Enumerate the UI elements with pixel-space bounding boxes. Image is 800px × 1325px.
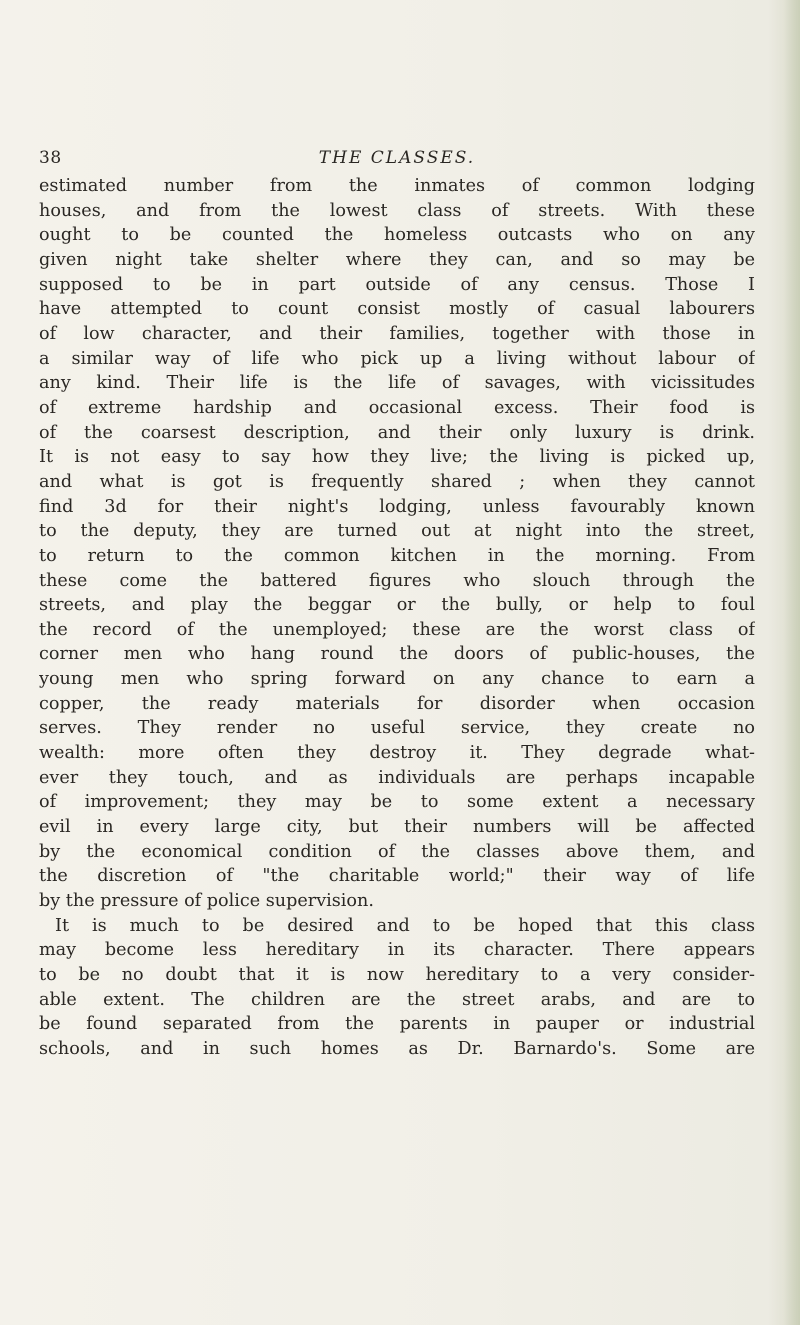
text-line: supposed to be in part outside of any census. Those I [39, 274, 755, 295]
text-line: houses, and from the lowest class of streets. With these [39, 200, 755, 221]
text-line: have attempted to count consist mostly of casual labourers [39, 299, 755, 320]
text-line: given night take shelter where they can, and so may be [39, 249, 755, 270]
body-text [39, 174, 755, 1062]
text-line: to return to the common kitchen in the morning. From [39, 545, 755, 566]
text-line: It is not easy to say how they live; the living is picked up, [39, 447, 755, 468]
text-line: serves. They render no useful service, they create no [39, 718, 755, 739]
text-line: to the deputy, they are turned out at night into the street, [39, 521, 755, 542]
text-line: of extreme hardship and occasional excess. Their food is [39, 397, 755, 418]
text-line: the discretion of "the charitable world;" their way of life [39, 866, 755, 887]
text-line: of low character, and their families, together with those in [39, 323, 755, 344]
text-line: the record of the unemployed; these are the worst class of [39, 619, 755, 640]
text-line: ought to be counted the homeless outcasts who on any [39, 225, 755, 246]
page-edge-stain [784, 0, 800, 1325]
text-line: and what is got is frequently shared ; when they cannot [39, 471, 755, 492]
page-number: 38 [39, 148, 62, 168]
text-line: be found separated from the parents in pauper or industrial [39, 1014, 755, 1035]
text-line: by the economical condition of the classes above them, and [39, 841, 755, 862]
text-line: wealth: more often they destroy it. They degrade what- [39, 743, 755, 764]
running-title: THE CLASSES. [318, 148, 476, 168]
text-line: find 3d for their night's lodging, unless favourably known [39, 496, 755, 517]
text-line: copper, the ready materials for disorder when occasion [39, 693, 755, 714]
text-line: corner men who hang round the doors of public-houses, the [39, 644, 755, 665]
text-line: by the pressure of police supervision. [39, 891, 374, 912]
text-line: of the coarsest description, and their only luxury is drink. [39, 422, 755, 443]
page-header [39, 148, 755, 172]
text-line: schools, and in such homes as Dr. Barnardo's. Some are [39, 1038, 755, 1059]
text-line: young men who spring forward on any chance to earn a [39, 669, 755, 690]
text-line: may become less hereditary in its character. There appears [39, 940, 755, 961]
text-line: of improvement; they may be to some extent a necessary [39, 792, 755, 813]
text-line: these come the battered figures who slouch through the [39, 570, 755, 591]
text-line: any kind. Their life is the life of savages, with vicissitudes [39, 373, 755, 394]
text-line: It is much to be desired and to be hoped that this class [55, 915, 755, 936]
text-line: to be no doubt that it is now hereditary to a very consider- [39, 965, 755, 985]
text-line: estimated number from the inmates of common lodging [39, 176, 755, 196]
text-line: able extent. The children are the street arabs, and are to [39, 989, 755, 1010]
text-line: streets, and play the beggar or the bully, or help to foul [39, 595, 755, 616]
text-line: ever they touch, and as individuals are perhaps incapable [39, 767, 755, 788]
text-line: evil in every large city, but their numbers will be affected [39, 817, 755, 838]
text-line: a similar way of life who pick up a living without labour of [39, 348, 755, 369]
